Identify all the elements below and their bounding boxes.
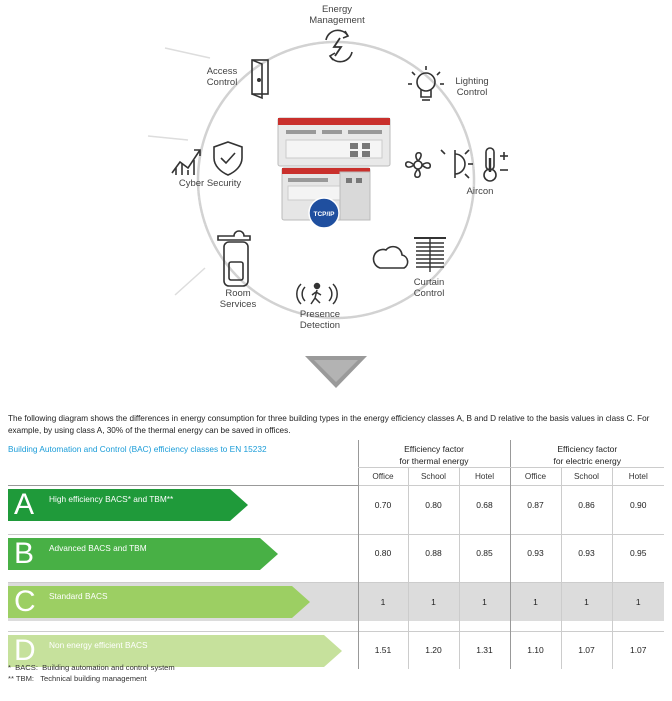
- table-cell: 0.80: [358, 534, 408, 572]
- table-cell: 1: [510, 583, 561, 621]
- table-row: [8, 534, 664, 572]
- table-cell: 0.80: [408, 486, 459, 524]
- table-cell: 1: [459, 583, 510, 621]
- cloud-icon: [374, 247, 408, 268]
- class-band-b: [8, 534, 358, 572]
- class-description: Advanced BACS and TBM: [49, 542, 147, 553]
- class-description: Standard BACS: [49, 591, 108, 601]
- class-letter: B: [14, 536, 35, 570]
- table-group-header-row: [8, 440, 664, 468]
- group-header-thermal: Efficiency factor for thermal energy: [358, 440, 510, 468]
- column-header: School: [408, 468, 459, 486]
- controller-device-top: [278, 118, 390, 166]
- table-spacer-row: [8, 621, 664, 632]
- node-label-aircon: Aircon: [466, 186, 494, 197]
- intro-paragraph: The following diagram shows the differences in energy consumption for three building types in the energy efficiency classes A, B and D relative to the basis values in class C. For example, by using class A, 30% of the thermal energy can be saved in offices.: [8, 414, 650, 435]
- column-header: Office: [358, 468, 408, 486]
- table-cell: 1: [408, 583, 459, 621]
- table-cell: 1.20: [408, 631, 459, 669]
- person-sensor-icon: [297, 284, 337, 305]
- footnotes: [8, 662, 175, 684]
- thermometer-icon: [484, 148, 508, 181]
- class-description: High efficiency BACS* and TBM**: [49, 494, 174, 504]
- sun-half-icon: [441, 150, 473, 178]
- class-band-a: [8, 486, 358, 524]
- radial-line: [175, 268, 205, 295]
- bac-efficiency-table: [8, 440, 664, 669]
- table-cell: 1.31: [459, 631, 510, 669]
- table-cell: 0.93: [510, 534, 561, 572]
- footnote: * BACS: Building automation and control system: [8, 663, 175, 672]
- table-spacer-row: [8, 572, 664, 583]
- shield-chart-icon: [172, 142, 242, 175]
- table-cell: 1.07: [561, 631, 612, 669]
- column-header: School: [561, 468, 612, 486]
- table-cell: 1.10: [510, 631, 561, 669]
- node-label-lighting: Lighting Control: [455, 76, 489, 98]
- table-cell: 1: [612, 583, 664, 621]
- class-letter: D: [14, 633, 36, 667]
- table-cell: 0.68: [459, 486, 510, 524]
- radial-line: [165, 48, 210, 58]
- window-blinds-icon: [414, 238, 446, 272]
- column-header: Hotel: [612, 468, 664, 486]
- table-row: [8, 583, 664, 621]
- class-band-c: [8, 583, 358, 621]
- class-letter: C: [14, 585, 36, 618]
- class-letter: A: [14, 488, 35, 521]
- table-cell: 0.87: [510, 486, 561, 524]
- energy-cycle-icon: [326, 30, 352, 61]
- light-bulb-icon: [408, 66, 444, 100]
- table-cell: 1: [358, 583, 408, 621]
- table-cell: 0.95: [612, 534, 664, 572]
- table-cell: 0.85: [459, 534, 510, 572]
- node-label-presence: Presence Detection: [299, 309, 341, 331]
- table-cell: 0.93: [561, 534, 612, 572]
- table-cell: 0.88: [408, 534, 459, 572]
- node-label-curtain: Curtain Control: [413, 277, 445, 299]
- tcpip-badge-text: TCP/IP: [313, 211, 335, 218]
- radial-line: [148, 136, 188, 140]
- table-spacer-row: [8, 524, 664, 535]
- node-label-energy: Energy Management: [309, 4, 365, 26]
- table-cell: 0.90: [612, 486, 664, 524]
- node-label-room: Room Services: [219, 288, 257, 310]
- table-title: Building Automation and Control (BAC) efficiency classes to EN 15232: [8, 440, 358, 486]
- table-cell: 1: [561, 583, 612, 621]
- node-label-access: Access Control: [206, 66, 238, 88]
- fan-icon: [406, 153, 431, 178]
- node-label-cyber: Cyber Security: [178, 178, 242, 189]
- group-header-electric: Efficiency factor for electric energy: [510, 440, 664, 468]
- table-cell: 1.07: [612, 631, 664, 669]
- column-header: Hotel: [459, 468, 510, 486]
- footnote: ** TBM: Technical building management: [8, 674, 147, 683]
- column-header: Office: [510, 468, 561, 486]
- class-description: Non energy efficient BACS: [49, 639, 148, 650]
- table-row: [8, 486, 664, 524]
- table-cell: 0.86: [561, 486, 612, 524]
- table-cell: 1.51: [358, 631, 408, 669]
- table-cell: 0.70: [358, 486, 408, 524]
